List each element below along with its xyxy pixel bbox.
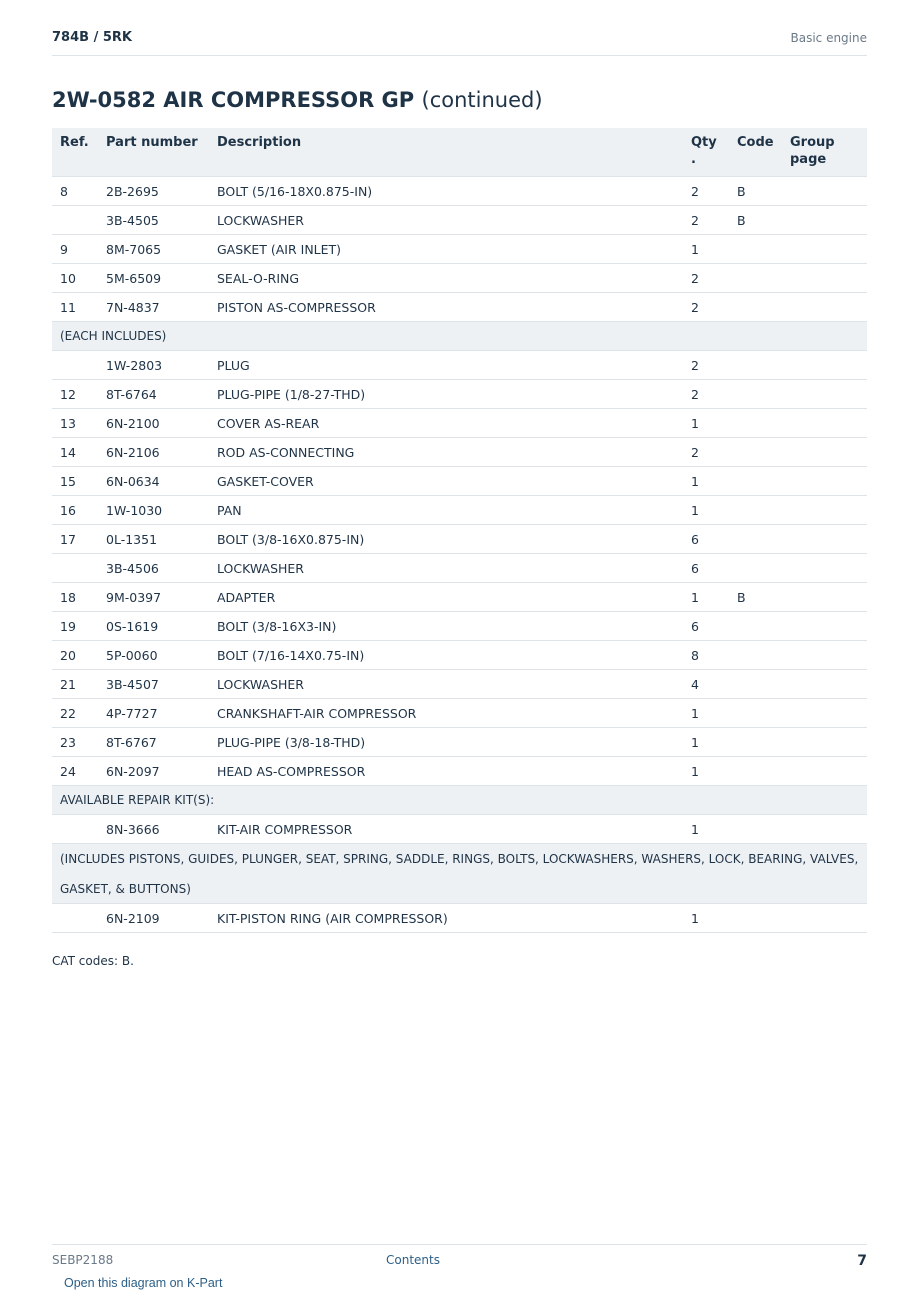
- qty-cell: 6: [683, 525, 729, 554]
- part-number-cell: 1W-1030: [98, 496, 209, 525]
- description-cell: PLUG: [209, 351, 683, 380]
- part-number-cell: 2B-2695: [98, 177, 209, 206]
- code-cell: B: [729, 206, 782, 235]
- ref-cell: 9: [52, 235, 98, 264]
- group-page-cell: [782, 264, 867, 293]
- header-qty: Qty .: [683, 128, 729, 177]
- description-cell: CRANKSHAFT-AIR COMPRESSOR: [209, 699, 683, 728]
- table-row: [52, 728, 867, 757]
- group-page-cell: [782, 728, 867, 757]
- qty-cell: 2: [683, 438, 729, 467]
- description-cell: ADAPTER: [209, 583, 683, 612]
- qty-cell: 2: [683, 380, 729, 409]
- qty-cell: 1: [683, 699, 729, 728]
- description-cell: GASKET-COVER: [209, 467, 683, 496]
- description-cell: PLUG-PIPE (1/8-27-THD): [209, 380, 683, 409]
- part-number-cell: 3B-4505: [98, 206, 209, 235]
- ref-cell: [52, 206, 98, 235]
- description-cell: BOLT (5/16-18X0.875-IN): [209, 177, 683, 206]
- contents-link[interactable]: Contents: [386, 1253, 440, 1267]
- group-page-cell: [782, 380, 867, 409]
- code-cell: [729, 757, 782, 786]
- table-row: [52, 612, 867, 641]
- cat-codes-note: CAT codes: B.: [52, 954, 134, 968]
- note-text: (EACH INCLUDES): [52, 322, 867, 351]
- group-page-cell: [782, 467, 867, 496]
- code-cell: [729, 467, 782, 496]
- code-cell: [729, 438, 782, 467]
- group-page-cell: [782, 409, 867, 438]
- group-page-cell: [782, 293, 867, 322]
- code-cell: [729, 351, 782, 380]
- code-cell: [729, 525, 782, 554]
- qty-cell: 6: [683, 554, 729, 583]
- qty-cell: 1: [683, 583, 729, 612]
- table-row: [52, 496, 867, 525]
- qty-cell: 1: [683, 496, 729, 525]
- header-part-number: Part number: [98, 128, 209, 177]
- part-number-cell: 6N-2100: [98, 409, 209, 438]
- table-row: [52, 757, 867, 786]
- qty-cell: 1: [683, 409, 729, 438]
- part-number-cell: 1W-2803: [98, 351, 209, 380]
- page-header: [52, 28, 867, 56]
- table-row: [52, 641, 867, 670]
- part-number-cell: 3B-4506: [98, 554, 209, 583]
- description-cell: COVER AS-REAR: [209, 409, 683, 438]
- part-number-cell: 7N-4837: [98, 293, 209, 322]
- section-label: Basic engine: [790, 31, 867, 45]
- table-row: [52, 293, 867, 322]
- description-cell: KIT-AIR COMPRESSOR: [209, 815, 683, 844]
- ref-cell: 14: [52, 438, 98, 467]
- part-number-cell: 8T-6764: [98, 380, 209, 409]
- qty-cell: 2: [683, 293, 729, 322]
- code-cell: [729, 235, 782, 264]
- description-cell: LOCKWASHER: [209, 206, 683, 235]
- qty-cell: 6: [683, 612, 729, 641]
- document-code: SEBP2188: [52, 1253, 114, 1267]
- note-row: [52, 786, 867, 815]
- description-cell: BOLT (3/8-16X3-IN): [209, 612, 683, 641]
- qty-cell: 1: [683, 728, 729, 757]
- table-row: [52, 177, 867, 206]
- part-number-cell: 5M-6509: [98, 264, 209, 293]
- code-cell: B: [729, 177, 782, 206]
- qty-cell: 1: [683, 467, 729, 496]
- ref-cell: 19: [52, 612, 98, 641]
- code-cell: [729, 641, 782, 670]
- code-cell: B: [729, 583, 782, 612]
- table-row: [52, 380, 867, 409]
- table-row: [52, 815, 867, 844]
- qty-cell: 1: [683, 235, 729, 264]
- table-row: [52, 438, 867, 467]
- group-page-cell: [782, 525, 867, 554]
- description-cell: PLUG-PIPE (3/8-18-THD): [209, 728, 683, 757]
- description-cell: PISTON AS-COMPRESSOR: [209, 293, 683, 322]
- table-row: [52, 351, 867, 380]
- note-text: AVAILABLE REPAIR KIT(S):: [52, 786, 867, 815]
- code-cell: [729, 612, 782, 641]
- ref-cell: 23: [52, 728, 98, 757]
- ref-cell: 11: [52, 293, 98, 322]
- note-row: [52, 844, 867, 904]
- header-group-page: Group page: [782, 128, 867, 177]
- group-page-cell: [782, 641, 867, 670]
- description-cell: LOCKWASHER: [209, 670, 683, 699]
- part-number-cell: 0L-1351: [98, 525, 209, 554]
- part-number-cell: 3B-4507: [98, 670, 209, 699]
- group-page-cell: [782, 554, 867, 583]
- table-row: [52, 409, 867, 438]
- code-cell: [729, 904, 782, 933]
- group-page-cell: [782, 206, 867, 235]
- part-number-cell: 6N-0634: [98, 467, 209, 496]
- code-cell: [729, 380, 782, 409]
- ref-cell: 24: [52, 757, 98, 786]
- description-cell: KIT-PISTON RING (AIR COMPRESSOR): [209, 904, 683, 933]
- table-row: [52, 583, 867, 612]
- part-number-cell: 6N-2097: [98, 757, 209, 786]
- qty-cell: 4: [683, 670, 729, 699]
- group-page-cell: [782, 612, 867, 641]
- part-number-cell: 6N-2106: [98, 438, 209, 467]
- ref-cell: [52, 815, 98, 844]
- table-row: [52, 699, 867, 728]
- table-row: [52, 264, 867, 293]
- group-page-cell: [782, 235, 867, 264]
- page-footer: [52, 1244, 867, 1275]
- model-label: 784B / 5RK: [52, 30, 132, 45]
- table-row: [52, 467, 867, 496]
- qty-cell: 2: [683, 264, 729, 293]
- part-number-cell: 6N-2109: [98, 904, 209, 933]
- code-cell: [729, 815, 782, 844]
- code-cell: [729, 554, 782, 583]
- qty-cell: 8: [683, 641, 729, 670]
- group-page-cell: [782, 583, 867, 612]
- code-cell: [729, 670, 782, 699]
- description-cell: PAN: [209, 496, 683, 525]
- note-text: [52, 844, 867, 904]
- table-header-row: [52, 128, 867, 177]
- ref-cell: 12: [52, 380, 98, 409]
- description-cell: BOLT (7/16-14X0.75-IN): [209, 641, 683, 670]
- code-cell: [729, 699, 782, 728]
- ref-cell: 16: [52, 496, 98, 525]
- table-row: [52, 904, 867, 933]
- header-code: Code: [729, 128, 782, 177]
- qty-cell: 2: [683, 177, 729, 206]
- note-line: GASKET, & BUTTONS): [60, 882, 191, 896]
- part-number-cell: 9M-0397: [98, 583, 209, 612]
- ref-cell: [52, 351, 98, 380]
- note-row: [52, 322, 867, 351]
- group-page-cell: [782, 670, 867, 699]
- description-cell: GASKET (AIR INLET): [209, 235, 683, 264]
- part-number-cell: 5P-0060: [98, 641, 209, 670]
- table-row: [52, 525, 867, 554]
- table-row: [52, 670, 867, 699]
- part-number-cell: 8T-6767: [98, 728, 209, 757]
- title-main: 2W-0582 AIR COMPRESSOR GP: [52, 88, 415, 112]
- code-cell: [729, 409, 782, 438]
- code-cell: [729, 264, 782, 293]
- table-row: [52, 554, 867, 583]
- page-title: [52, 88, 543, 112]
- group-page-cell: [782, 757, 867, 786]
- page-number: 7: [857, 1253, 867, 1269]
- part-number-cell: 8N-3666: [98, 815, 209, 844]
- qty-cell: 1: [683, 815, 729, 844]
- group-page-cell: [782, 904, 867, 933]
- ref-cell: 18: [52, 583, 98, 612]
- part-number-cell: 0S-1619: [98, 612, 209, 641]
- qty-cell: 2: [683, 206, 729, 235]
- ref-cell: 21: [52, 670, 98, 699]
- ref-cell: 17: [52, 525, 98, 554]
- group-page-cell: [782, 699, 867, 728]
- code-cell: [729, 496, 782, 525]
- group-page-cell: [782, 815, 867, 844]
- description-cell: BOLT (3/8-16X0.875-IN): [209, 525, 683, 554]
- ref-cell: 13: [52, 409, 98, 438]
- ref-cell: [52, 554, 98, 583]
- table-row: [52, 206, 867, 235]
- part-number-cell: 4P-7727: [98, 699, 209, 728]
- table-row: [52, 235, 867, 264]
- ref-cell: 8: [52, 177, 98, 206]
- description-cell: ROD AS-CONNECTING: [209, 438, 683, 467]
- group-page-cell: [782, 351, 867, 380]
- ref-cell: 20: [52, 641, 98, 670]
- kpart-diagram-link[interactable]: Open this diagram on K-Part: [64, 1276, 223, 1290]
- description-cell: SEAL-O-RING: [209, 264, 683, 293]
- ref-cell: [52, 904, 98, 933]
- group-page-cell: [782, 438, 867, 467]
- description-cell: HEAD AS-COMPRESSOR: [209, 757, 683, 786]
- group-page-cell: [782, 177, 867, 206]
- qty-cell: 2: [683, 351, 729, 380]
- note-line: (INCLUDES PISTONS, GUIDES, PLUNGER, SEAT, SPRING, SADDLE, RINGS, BOLTS, LOCKWASHERS, WASHERS, LOCK, BEARING, VALVES,: [60, 852, 859, 866]
- description-cell: LOCKWASHER: [209, 554, 683, 583]
- code-cell: [729, 293, 782, 322]
- qty-cell: 1: [683, 757, 729, 786]
- ref-cell: 15: [52, 467, 98, 496]
- ref-cell: 10: [52, 264, 98, 293]
- code-cell: [729, 728, 782, 757]
- title-suffix: (continued): [421, 88, 543, 112]
- ref-cell: 22: [52, 699, 98, 728]
- header-ref: Ref.: [52, 128, 98, 177]
- header-description: Description: [209, 128, 683, 177]
- parts-table: [52, 128, 867, 933]
- qty-cell: 1: [683, 904, 729, 933]
- group-page-cell: [782, 496, 867, 525]
- part-number-cell: 8M-7065: [98, 235, 209, 264]
